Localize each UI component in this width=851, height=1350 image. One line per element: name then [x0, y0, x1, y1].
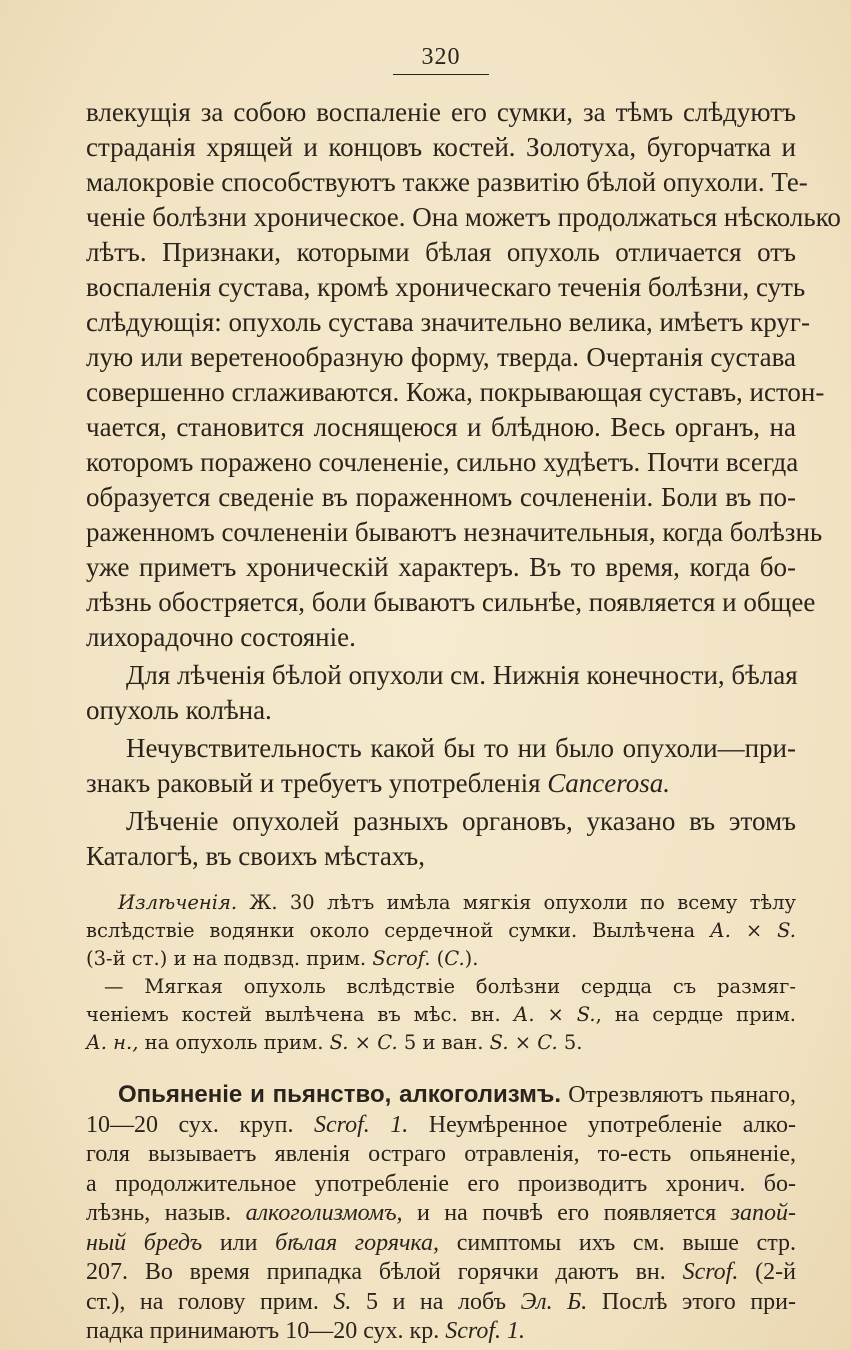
text-run: ( — [430, 947, 445, 970]
remedy-name: Cancerosa. — [547, 768, 671, 798]
remedy-name: А. н., — [86, 1031, 139, 1054]
body-line: лую или веретенообразную форму, тверда. Очертанія сустава — [86, 342, 796, 372]
text-run: Отрезвляютъ пьянаго, — [561, 1082, 796, 1108]
text-run: лѣзнь, назыв. — [86, 1200, 246, 1226]
text-run: Послѣ этого при- — [587, 1288, 796, 1315]
emphasis: запой- — [730, 1200, 796, 1226]
body-line: лѣзнь обостряется, боли бываютъ сильнѣе, появляется и общее — [86, 587, 816, 617]
text-run: 5. — [557, 1031, 583, 1054]
remedy-name: S. × C. — [329, 1031, 398, 1054]
remedy-name: Scrof. 1. — [314, 1111, 409, 1138]
text-run: вслѣдствіе водянки около сердечной сумки. Вылѣчена — [86, 919, 711, 942]
para-treatment-line: Для лѣченія бѣлой опухоли см. Нижнія конечности, бѣлая — [126, 660, 798, 690]
para-insensitivity-line: Нечувствительность какой бы то ни было опухоли—при- — [126, 733, 796, 763]
remedy-name: Эл. Б. — [520, 1288, 588, 1315]
alco-line: голя вызываетъ явленія остраго отравленія, то-есть опьяненіе, — [86, 1141, 796, 1167]
body-line: образуется сведеніе въ пораженномъ сочлененіи. Боли въ по- — [86, 482, 796, 512]
text-run: ст.), на голову прим. — [86, 1288, 334, 1315]
para-catalog-line: Каталогѣ, въ своихъ мѣстахъ, — [86, 841, 425, 871]
body-line: страданія хрящей и концовъ костей. Золотуха, бугорчатка и — [86, 132, 796, 162]
text-run: (3-й ст.) и на подвзд. прим. — [86, 947, 373, 970]
body-line: влекущія за собою воспаленіе его сумки, за тѣмъ слѣдуютъ — [86, 97, 796, 127]
alco-line — [86, 1110, 796, 1140]
cases-line — [86, 918, 796, 944]
alco-line — [86, 1287, 796, 1317]
text-run: 5 и ван. — [397, 1031, 490, 1054]
remedy-name: C. — [444, 947, 465, 970]
page-number-rule — [393, 74, 489, 75]
cases-line — [118, 890, 796, 916]
text-run: на опухоль прим. — [138, 1031, 330, 1054]
text-run: и на почвѣ его появляется — [402, 1200, 731, 1226]
text-run: падка принимаютъ 10—20 сух. кр. — [86, 1318, 446, 1344]
emphasis: алкоголизмомъ, — [245, 1200, 403, 1226]
text-run: ). — [464, 947, 479, 970]
emphasis: ный бредъ — [86, 1229, 203, 1256]
alco-line: а продолжительное употребленіе его производитъ хронич. бо- — [86, 1170, 796, 1197]
body-line: воспаленія сустава, кромѣ хроническаго теченія болѣзни, суть — [86, 272, 806, 302]
text-run: (2-й — [738, 1259, 797, 1285]
cases-line: — Мягкая опухоль вслѣдствіе болѣзни сердца съ размяг- — [104, 975, 796, 998]
alco-line — [118, 1080, 796, 1110]
remedy-name: А. × S. — [710, 919, 796, 942]
para-catalog-line: Лѣченіе опухолей разныхъ органовъ, указано въ этомъ — [126, 806, 796, 836]
para-insensitivity-line — [86, 766, 796, 800]
remedy-name: S. — [333, 1288, 352, 1315]
page-number: 320 — [421, 44, 461, 70]
remedy-name: Scrof. — [372, 947, 431, 970]
alco-line — [86, 1316, 796, 1346]
body-line: совершенно сглаживаются. Кожа, покрывающая суставъ, истон- — [86, 377, 825, 407]
text-run: Неумѣренное употребленіе алко- — [408, 1111, 796, 1138]
text-run: Ж. 30 лѣтъ имѣла мягкія опухоли по всему тѣлу — [237, 891, 796, 914]
para-treatment-line: опухоль колѣна. — [86, 695, 272, 725]
text-run: или — [202, 1229, 276, 1256]
text-run: знакъ раковый и требуетъ употребленія — [86, 768, 548, 798]
text-run: , на сердце прим. — [595, 1003, 796, 1026]
remedy-name: S. × C. — [489, 1031, 558, 1054]
alco-line — [86, 1198, 796, 1228]
body-line: малокровіе способствуютъ также развитію бѣлой опухоли. Те- — [86, 167, 808, 197]
body-line: раженномъ сочлененіи бываютъ незначительныя, когда болѣзнь — [86, 517, 823, 547]
text-run: симптомы ихъ см. выше стр. — [439, 1229, 796, 1256]
body-line: ченіе болѣзни хроническое. Она можетъ продолжаться нѣсколько — [86, 202, 841, 232]
page-number-container — [393, 44, 489, 71]
emphasis: бѣлая горячка, — [275, 1229, 440, 1256]
cases-line — [86, 1030, 796, 1056]
cases-line — [86, 946, 796, 972]
remedy-name: Scrof. — [682, 1259, 739, 1285]
alco-line — [86, 1228, 796, 1258]
body-line: лѣтъ. Признаки, которыми бѣлая опухоль отличается отъ — [86, 237, 796, 267]
section-heading: Опьяненіе и пьянство, алкоголизмъ. — [118, 1081, 562, 1108]
text-run: 5 и на лобъ — [351, 1288, 521, 1315]
body-line: слѣдующія: опухоль сустава значительно велика, имѣетъ круг- — [86, 307, 810, 337]
body-line: уже приметъ хроническій характеръ. Въ то время, когда бо- — [86, 552, 796, 582]
cases-line — [86, 1002, 796, 1028]
remedy-name: Scrof. 1. — [445, 1318, 525, 1344]
body-line: которомъ поражено сочлененіе, сильно худѣетъ. Почти всегда — [86, 447, 799, 477]
remedy-name: А. × S. — [513, 1003, 596, 1026]
cases-label: Излѣченія. — [118, 891, 238, 914]
body-line: чается, становится лоснящеюся и блѣдною. Весь органъ, на — [86, 412, 796, 442]
text-run: 207. Во время припадка бѣлой горячки даютъ вн. — [86, 1259, 683, 1285]
body-line-last: лихорадочно состояніе. — [86, 622, 356, 652]
text-run: ченіемъ костей вылѣчена въ мѣс. вн. — [86, 1003, 514, 1026]
alco-line — [86, 1257, 796, 1287]
text-run: 10—20 сух. круп. — [86, 1111, 315, 1138]
